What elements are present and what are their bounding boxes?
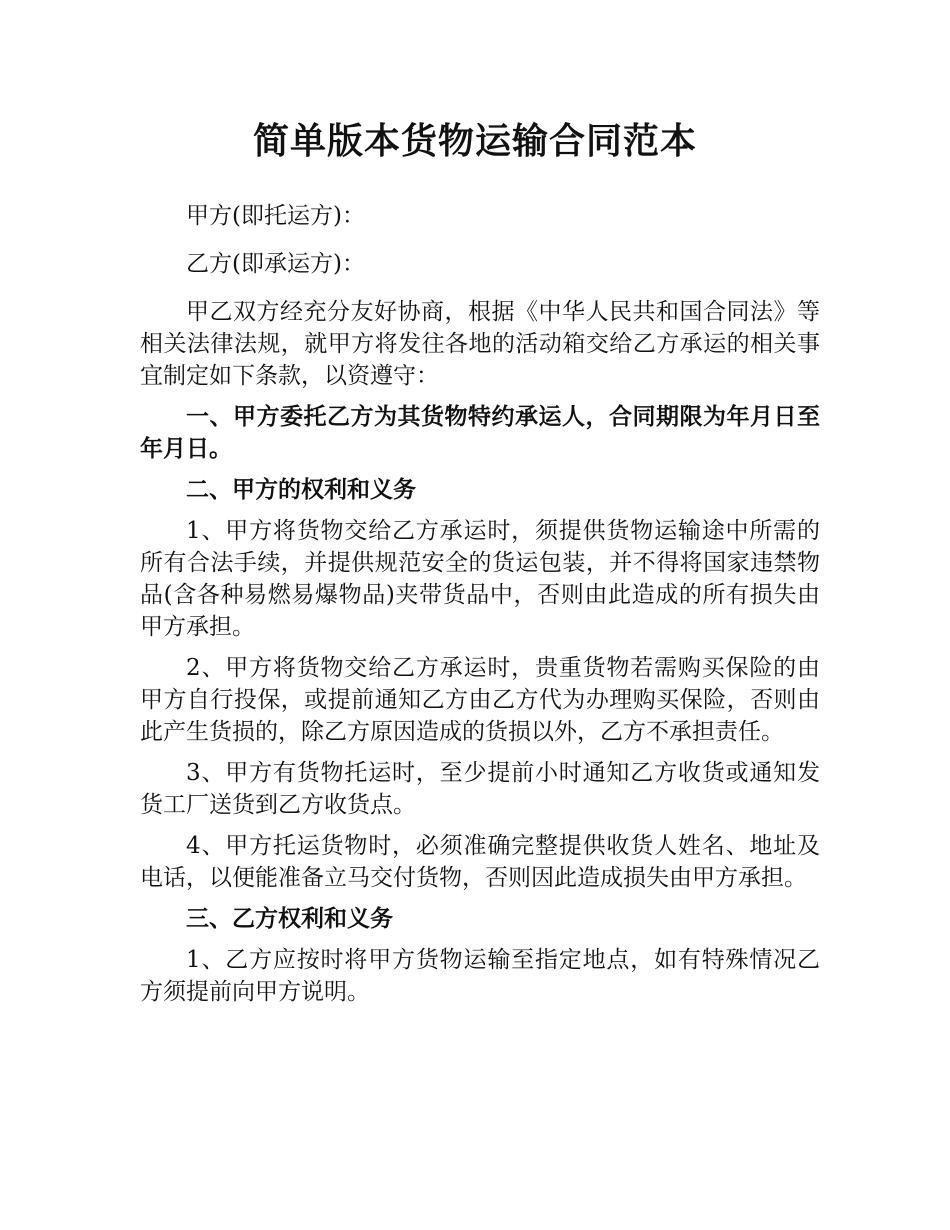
section-3-item-1: 1、乙方应按时将甲方货物运输至指定地点，如有特殊情况乙方须提前向甲方说明。 — [140, 947, 820, 1005]
section-2-item-1: 1、甲方将货物交给乙方承运时，须提供货物运输途中所需的所有合法手续，并提供规范安全的货运包装，并不得将国家违禁物品(含各种易燃易爆物品)夹带货品中，否则由此造成的所有损失由甲方承担。 — [140, 518, 820, 640]
section-2-item-4: 4、甲方托运货物时，必须准确完整提供收货人姓名、地址及电话，以便能准备立马交付货物，否则因此造成损失由甲方承担。 — [140, 833, 820, 891]
section-3-heading: 三、乙方权利和义务 — [186, 906, 393, 932]
party-a-line: 甲方(即托运方)： — [186, 203, 365, 229]
section-2-heading: 二、甲方的权利和义务 — [186, 477, 416, 503]
party-b-line: 乙方(即承运方)： — [186, 251, 365, 277]
document-title: 简单版本货物运输合同范本 — [252, 121, 697, 162]
preamble-paragraph: 甲乙双方经充分友好协商，根据《中华人民共和国合同法》等相关法律法规，就甲方将发往各地的活动箱交给乙方承运的相关事宜制定如下条款，以资遵守： — [140, 299, 820, 389]
section-2-item-2: 2、甲方将货物交给乙方承运时，贵重货物若需购买保险的由甲方自行投保，或提前通知乙方由乙方代为办理购买保险，否则由此产生货损的，除乙方原因造成的货损以外，乙方不承担责任。 — [140, 655, 820, 745]
section-2-item-3: 3、甲方有货物托运时，至少提前小时通知乙方收货或通知发货工厂送货到乙方收货点。 — [140, 760, 820, 818]
document-body — [140, 200, 820, 1017]
clause-1-heading: 一、甲方委托乙方为其货物特约承运人，合同期限为年月日至年月日。 — [140, 404, 820, 462]
